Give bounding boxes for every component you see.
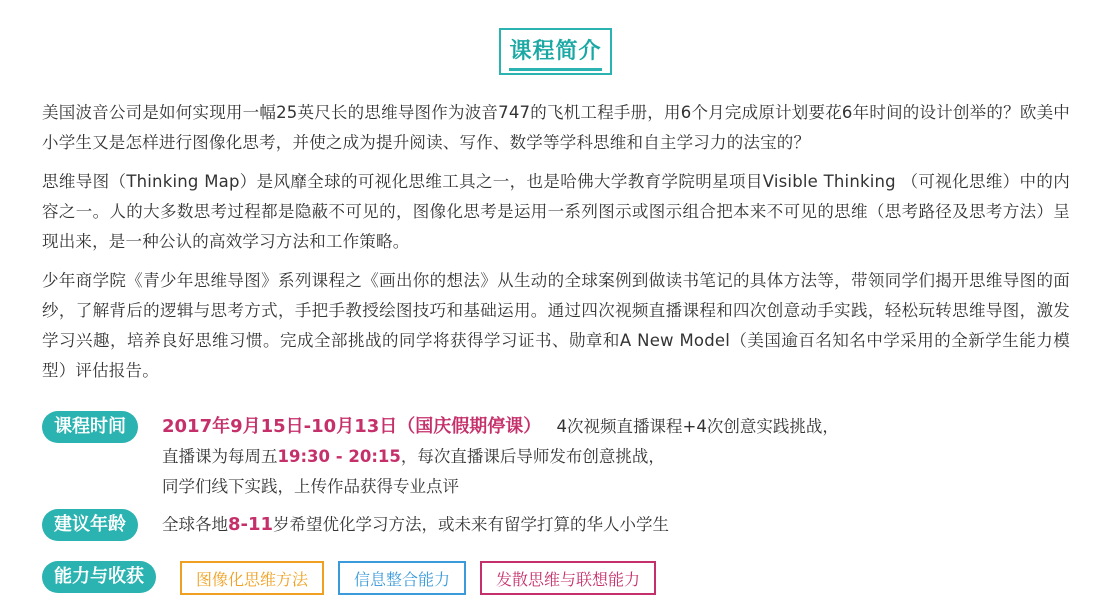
age-suffix: 岁希望优化学习方法，或未来有留学打算的华人小学生 xyxy=(273,515,670,534)
ability-tag-visual-thinking: 图像化思维方法 xyxy=(180,561,324,595)
age-details xyxy=(162,509,669,540)
age-row xyxy=(42,509,669,541)
age-prefix: 全球各地 xyxy=(162,515,228,534)
section-title xyxy=(499,28,611,75)
ability-tags xyxy=(180,561,656,595)
schedule-date-range: 2017年9月15日-10月13日（国庆假期停课） xyxy=(162,416,542,437)
intro-text xyxy=(42,98,1070,395)
title-underline xyxy=(509,68,601,71)
title-section xyxy=(0,28,1111,75)
intro-paragraph-1: 美国波音公司是如何实现用一幅25英尺长的思维导图作为波音747的飞机工程手册，用6个月完成原计划要花6年时间的设计创举的？欧美中小学生又是怎样进行图像化思考，并使之成为提升阅读、写作、数学等学科思维和自主学习力的法宝的？ xyxy=(42,103,1070,152)
section-title-text: 课程简介 xyxy=(509,39,602,64)
schedule-row xyxy=(42,411,839,502)
schedule-details xyxy=(162,411,839,502)
intro-paragraph-3: 少年商学院《青少年思维导图》系列课程之《画出你的想法》从生动的全球案例到做读书笔记的具体方法等，带领同学们揭开思维导图的面纱，了解背后的逻辑与思考方式，手把手教授绘图技巧和基础运用。通过四次视频直播课程和四次创意动手实践，轻松玩转思维导图，激发学习兴趣，培养良好思维习惯。完成全部挑战的同学将获得学习证书、勋章和A New Model（美国逾百名知名中学采用的全新学生能力模型）评估报告。 xyxy=(42,271,1070,380)
abilities-label: 能力与收获 xyxy=(42,561,156,593)
schedule-line-1 xyxy=(162,412,839,442)
schedule-line-3: 同学们线下实践，上传作品获得专业点评 xyxy=(162,477,459,496)
ability-tag-info-integration: 信息整合能力 xyxy=(338,561,466,595)
schedule-label: 课程时间 xyxy=(42,411,138,443)
schedule-line2-suffix: ，每次直播课后导师发布创意挑战， xyxy=(400,447,665,466)
schedule-summary: 4次视频直播课程+4次创意实践挑战， xyxy=(556,417,839,436)
ability-tag-divergent-thinking: 发散思维与联想能力 xyxy=(480,561,656,595)
age-label: 建议年龄 xyxy=(42,509,138,541)
schedule-line-2 xyxy=(162,442,839,472)
intro-paragraph-2: 思维导图（Thinking Map）是风靡全球的可视化思维工具之一，也是哈佛大学教育学院明星项目Visible Thinking （可视化思维）中的内容之一。人的大多数思考过程都是隐蔽不可见的，图像化思考是运用一系列图示或图示组合把本来不可见的思维（思考路径及思考方法）呈现出来，是一种公认的高效学习方法和工作策略。 xyxy=(42,172,1070,251)
schedule-time: 19:30 - 20:15 xyxy=(277,447,401,466)
age-range: 8-11 xyxy=(228,514,274,535)
abilities-row xyxy=(42,561,656,595)
schedule-line2-prefix: 直播课为每周五 xyxy=(162,447,278,466)
